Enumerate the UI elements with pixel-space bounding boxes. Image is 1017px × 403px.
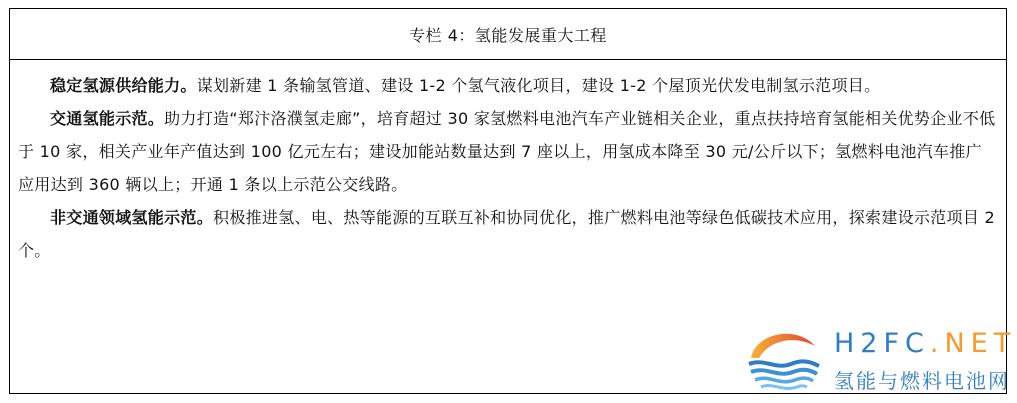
h2fc-logo-icon (745, 324, 823, 396)
paragraph-text: 积极推进氢、电、热等能源的互联互补和协同优化，推广燃料电池等绿色低碳技术应用，探索建设示范项目 2 个。 (18, 208, 995, 260)
paragraph-text: 谋划新建 1 条输氢管道、建设 1-2 个氢气液化项目，建设 1-2 个屋顶光伏发电制氢示范项目。 (196, 76, 881, 95)
column-title: 专栏 4：氢能发展重大工程 (10, 9, 1006, 60)
site-watermark (745, 322, 1017, 398)
paragraph-hydrogen-supply (18, 69, 998, 102)
paragraph-lead: 稳定氢源供给能力。 (50, 76, 197, 95)
paragraph-lead: 非交通领域氢能示范。 (50, 208, 214, 227)
brand-dot: . (929, 328, 945, 359)
paragraph-lead: 交通氢能示范。 (50, 109, 165, 128)
paragraph-non-transport-demo (18, 201, 998, 267)
paragraph-transport-demo (18, 102, 998, 201)
paragraph-text: 助力打造“郑汴洛濮氢走廊”，培育超过 30 家氢燃料电池汽车产业链相关企业，重点扶持培育氢能相关优势企业不低于 10 家，相关产业年产值达到 100 亿元左右；建设加能站数量达到 7 座以上，用氢成本降至 30 元/公斤以下；氢燃料电池汽车推广应用达到 360 辆以上；开通 1 条以上示范公交线路。 (18, 109, 996, 194)
column-body (10, 60, 1006, 267)
watermark-brand (834, 328, 1016, 359)
watermark-site-name: 氢能与燃料电池网 (834, 369, 1010, 393)
brand-suffix: NET (944, 328, 1017, 359)
brand-prefix: H2FC (834, 328, 930, 359)
